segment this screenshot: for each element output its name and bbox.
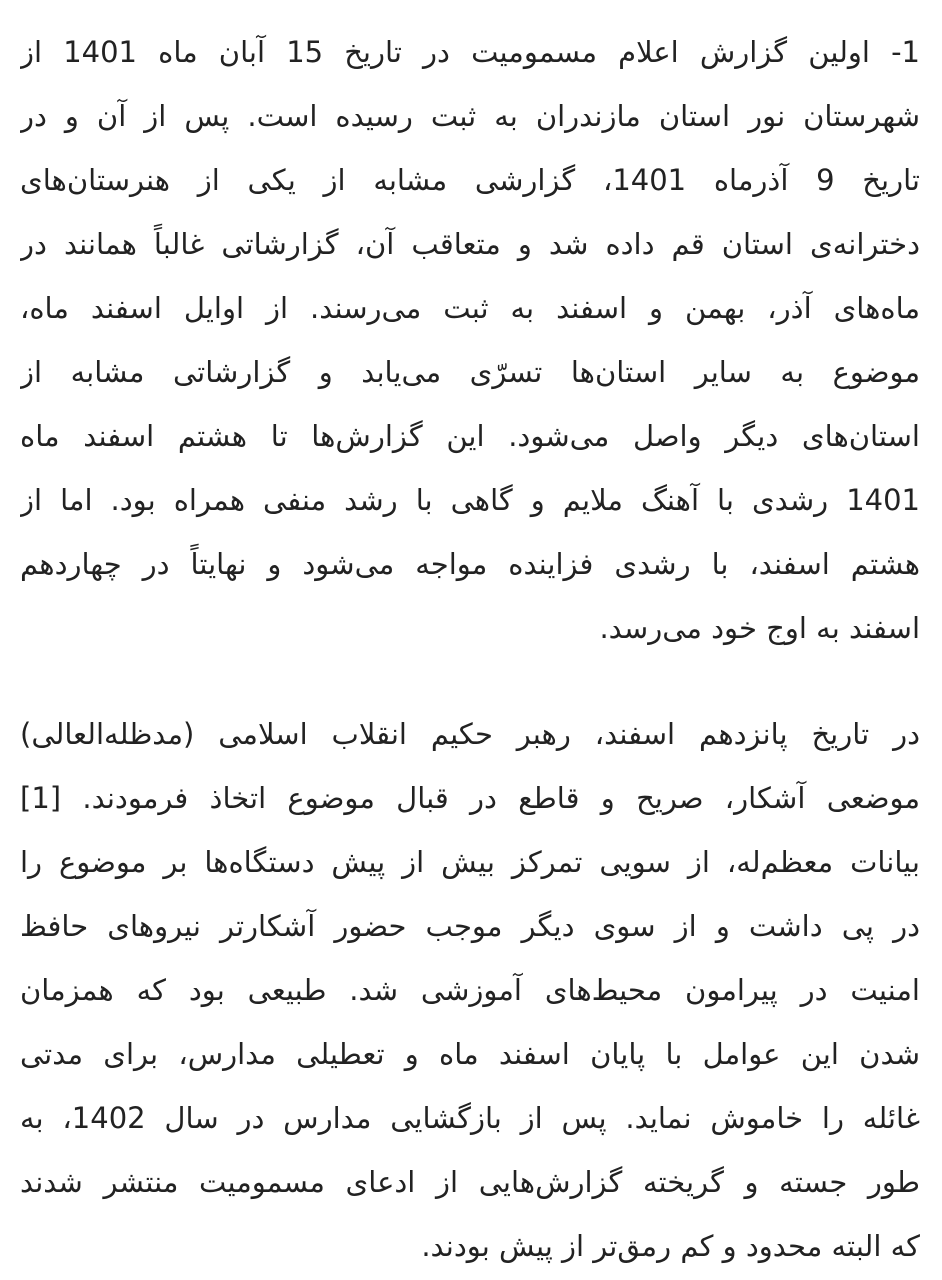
paragraph-line: استان‌های دیگر واصل می‌شود. این گزارش‌ها تا هشتم اسفند ماه	[20, 419, 920, 453]
paragraph-line: موضوع به سایر استان‌ها تسرّی می‌یابد و گزارشاتی مشابه از	[20, 355, 920, 389]
paragraph-2	[20, 702, 920, 1278]
paragraph-line: در تاریخ پانزدهم اسفند، رهبر حکیم انقلاب اسلامی (مدظله‌العالی)	[20, 717, 920, 751]
paragraph-line: اسفند به اوج خود می‌رسد.	[599, 611, 920, 645]
paragraph-line: امنیت در پیرامون محیط‌های آموزشی شد. طبیعی بود که همزمان	[20, 973, 920, 1007]
paragraph-line: که البته محدود و کم رمق‌تر از پیش بودند.	[421, 1229, 920, 1263]
paragraph-line: دخترانه‌ی استان قم داده شد و متعاقب آن، گزارشاتی غالباً همانند در	[20, 227, 920, 261]
paragraph-gap	[20, 660, 920, 702]
paragraph-line: هشتم اسفند، با رشدی فزاینده مواجه می‌شود و نهایتاً در چهاردهم	[20, 547, 920, 581]
paragraph-line: ماه‌های آذر، بهمن و اسفند به ثبت می‌رسند. از اوایل اسفند ماه،	[20, 291, 920, 325]
paragraph-line: شهرستان نور استان مازندران به ثبت رسیده است. پس از آن و در	[20, 99, 920, 133]
paragraph-1	[20, 20, 920, 660]
paragraph-line: 1401 رشدی با آهنگ ملایم و گاهی با رشد منفی همراه بود. اما از	[20, 483, 920, 517]
paragraph-line: غائله را خاموش نماید. پس از بازگشایی مدارس در سال 1402، به	[20, 1101, 920, 1135]
paragraph-line: بیانات معظم‌له، از سویی تمرکز بیش از پیش دستگاه‌ها بر موضوع را	[20, 845, 920, 879]
paragraph-line: موضعی آشکار، صریح و قاطع در قبال موضوع اتخاذ فرمودند. [1]	[20, 781, 920, 815]
paragraph-line: طور جسته و گریخته گزارش‌هایی از ادعای مسمومیت منتشر شدند	[20, 1165, 920, 1199]
paragraph-line: در پی داشت و از سوی دیگر موجب حضور آشکارتر نیروهای حافظ	[20, 909, 920, 943]
paragraph-line: شدن این عوامل با پایان اسفند ماه و تعطیلی مدارس، برای مدتی	[20, 1037, 920, 1071]
paragraph-line: تاریخ 9 آذرماه 1401، گزارشی مشابه از یکی از هنرستان‌های	[20, 163, 920, 197]
paragraph-line: 1- اولین گزارش اعلام مسمومیت در تاریخ 15 آبان ماه 1401 از	[20, 35, 920, 69]
